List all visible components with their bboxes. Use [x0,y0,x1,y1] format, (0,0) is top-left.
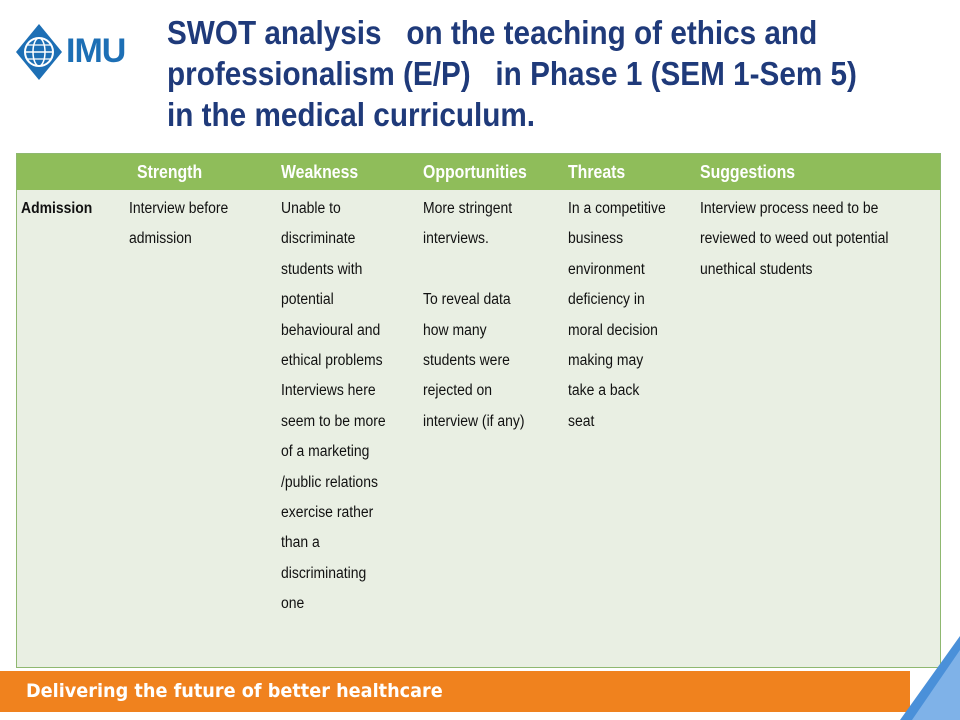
imu-logo [14,18,136,84]
footer-tagline: Delivering the future of better healthcare [26,680,443,702]
header-opportunities: Opportunities [423,162,527,182]
row-label-admission: Admission [21,200,93,217]
header-weakness: Weakness [281,162,359,182]
cell-strength: Interview before admission [129,200,229,248]
header-suggestions: Suggestions [700,162,796,182]
corner-triangle-decoration [900,636,960,720]
logo-text: IMU [66,32,126,70]
cell-threats: In a competitive business environment deficiency in moral decision making may take a back seat [568,200,666,430]
swot-table [16,153,941,668]
page-title: SWOT analysis on the teaching of ethics and professionalism (E/P) in Phase 1 (SEM 1-Sem 5) in the medical curriculum. [167,14,866,133]
header-threats: Threats [568,162,626,182]
footer-banner [0,671,910,712]
table-header-row [17,154,940,190]
header-strength: Strength [137,162,203,182]
cell-weakness: Unable to discriminate students with potential behavioural and ethical problems Interviews here seem to be more of a marketing /public relations exercise rather than a discriminating one [281,200,386,613]
cell-suggestions: Interview process need to be reviewed to weed out potential unethical students [700,200,889,278]
globe-icon [14,22,64,82]
table-row [17,190,940,667]
cell-opportunities: More stringent interviews. To reveal data how many students were rejected on interview (if any) [423,200,525,430]
